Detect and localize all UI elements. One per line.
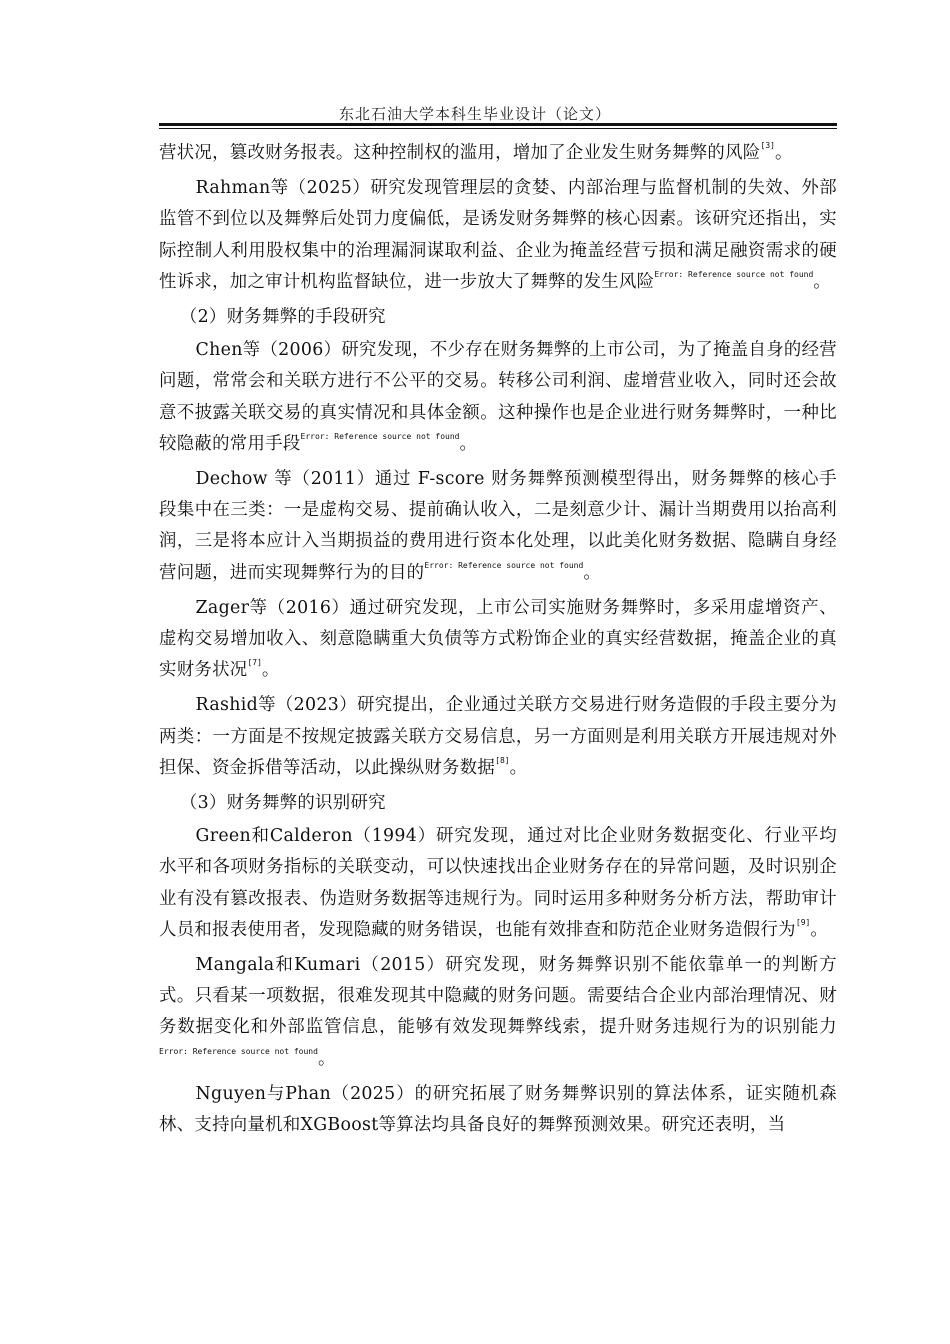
section-heading-methods <box>159 302 837 333</box>
paragraph-end: 。 <box>810 919 829 940</box>
paragraph-text: Rahman等（2025）研究发现管理层的贪婪、内部治理与监督机制的失效、外部监管不到位以及舞弊后处罚力度偏低，是诱发财务舞弊的核心因素。该研究还指出，实际控制人利用股权集中的治理漏洞谋取利益、企业为掩盖经营亏损和满足融资需求的硬性诉求，加之审计机构监督缺位，进一步放大了舞弊的发生风险 <box>159 178 837 292</box>
paragraph-text: Mangala和Kumari（2015）研究发现，财务舞弊识别不能依靠单一的判断方式。只看某一项数据，很难发现其中隐藏的财务问题。需要结合企业内部治理情况、财务数据变化和外部监管信息，能够有效发现舞弊线索，提升财务违规行为的识别能力 <box>159 955 837 1038</box>
section-heading-identification <box>159 788 837 819</box>
paragraph-continuation <box>159 138 837 169</box>
paragraph-text: Rashid等（2023）研究提出，企业通过关联方交易进行财务造假的手段主要分为两类：一方面是不按规定披露关联方交易信息，另一方面则是利用关联方开展违规对外担保、资金拆借等活动，以此操纵财务数据 <box>159 695 837 778</box>
citation-ref: Error: Reference source not found <box>300 431 460 441</box>
paragraph-green-calderon <box>159 821 837 946</box>
heading-text: （3）财务舞弊的识别研究 <box>179 793 386 814</box>
page-header-title: 东北石油大学本科生毕业设计（论文） <box>338 105 611 123</box>
citation-ref: Error: Reference source not found <box>159 1046 318 1056</box>
paragraph-nguyen-phan <box>159 1079 837 1141</box>
citation-ref: [8] <box>495 755 510 765</box>
paragraph-text: Chen等（2006）研究发现，不少存在财务舞弊的上市公司，为了掩盖自身的经营问题，常常会和关联方进行不公平的交易。转移公司利润、虚增营业收入，同时还会故意不披露关联交易的真实情况和具体金额。这种操作也是企业进行财务舞弊时，一种比较隐蔽的常用手段 <box>159 340 837 454</box>
paragraph-end: 。 <box>317 1048 336 1069</box>
paragraph-zager <box>159 593 837 687</box>
paragraph-text: Zager等（2016）通过研究发现，上市公司实施财务舞弊时，多采用虚增资产、虚构交易增加收入、刻意隐瞒重大负债等方式粉饰企业的真实经营数据，掩盖企业的真实财务状况 <box>159 597 837 681</box>
header-rule-thin <box>159 128 837 129</box>
citation-ref: [9] <box>795 917 811 927</box>
citation-ref: Error: Reference source not found <box>424 560 584 570</box>
citation-ref: Error: Reference source not found <box>654 269 814 279</box>
paragraph-end: 。 <box>459 433 478 454</box>
paragraph-text: Dechow 等（2011）通过 F-score 财务舞弊预测模型得出，财务舞弊的核心手段集中在三类：一是虚构交易、提前确认收入，二是刻意少计、漏计当期费用以抬高利润，三是将本应计入当期损益的费用进行资本化处理，以此美化财务数据、隐瞒自身经营问题，进而实现舞弊行为的目的 <box>159 469 837 583</box>
citation-ref: [7] <box>247 658 262 668</box>
document-body <box>159 138 837 1145</box>
paragraph-rahman <box>159 173 837 298</box>
paragraph-text: Green和Calderon（1994）研究发现，通过对比企业财务数据变化、行业平均水平和各项财务指标的关联变动，可以快速找出企业财务存在的异常问题，及时识别企业有没有篡改报表、伪造财务数据等违规行为。同时运用多种财务分析方法，帮助审计人员和报表使用者，发现隐藏的财务错误，也能有效排查和防范企业财务造假行为 <box>159 826 837 940</box>
paragraph-end: 。 <box>813 271 831 292</box>
heading-text: （2）财务舞弊的手段研究 <box>179 307 386 328</box>
citation-ref: [3] <box>760 141 775 150</box>
paragraph-end: 。 <box>261 660 280 681</box>
paragraph-text: Nguyen与Phan（2025）的研究拓展了财务舞弊识别的算法体系，证实随机森林、支持向量机和XGBoost等算法均具备良好的舞弊预测效果。研究还表明，当 <box>159 1083 837 1136</box>
paragraph-end: 。 <box>774 143 793 163</box>
paragraph-rashid <box>159 690 837 784</box>
paragraph-end: 。 <box>583 562 602 583</box>
paragraph-dechow <box>159 464 837 589</box>
paragraph-chen <box>159 335 837 460</box>
paragraph-mangala-kumari <box>159 950 837 1075</box>
paragraph-end: 。 <box>509 757 528 778</box>
header-rule-thick <box>159 123 837 126</box>
paragraph-text: 营状况，篡改财务报表。这种控制权的滥用，增加了企业发生财务舞弊的风险 <box>159 143 761 163</box>
